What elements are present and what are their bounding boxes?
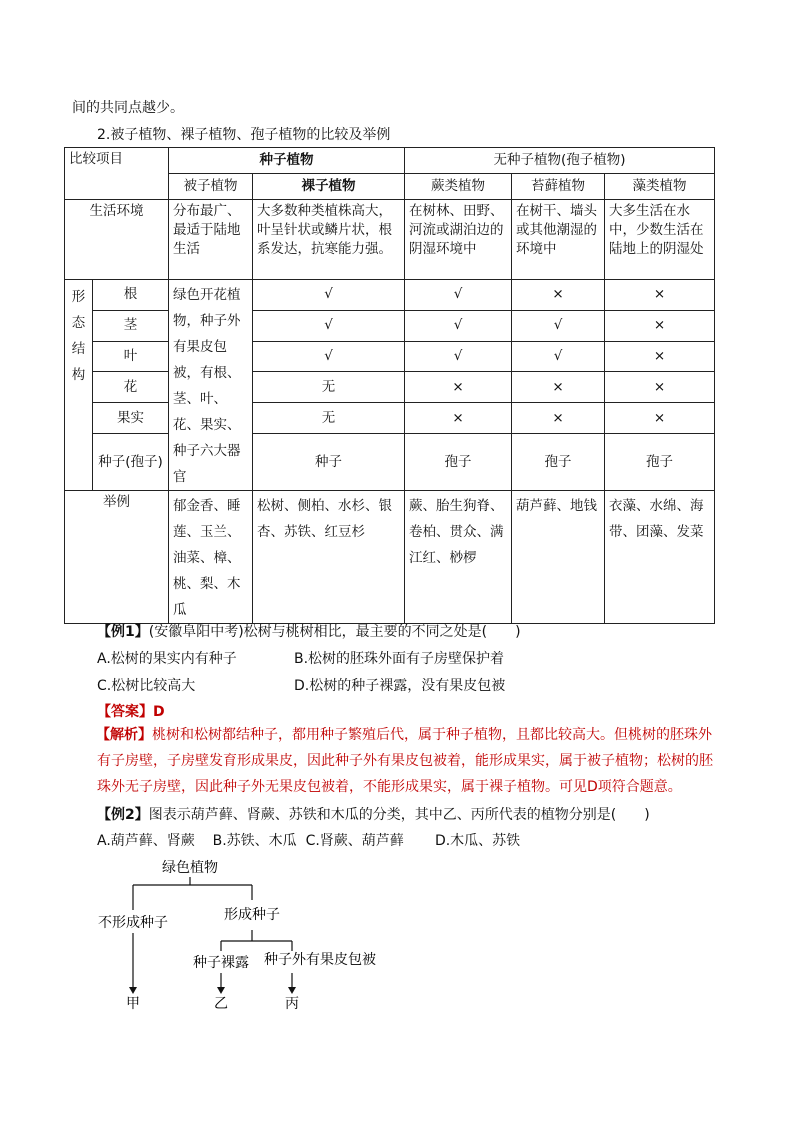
example-moss: 葫芦藓、地钱: [512, 491, 605, 624]
example1-option-a: A.松树的果实内有种子: [97, 651, 237, 667]
example1-option-d: D.松树的种子裸露，没有果皮包被: [294, 678, 506, 694]
analysis-tag: 【解析】: [96, 727, 152, 743]
diagram-connectors: [133, 877, 292, 988]
group-spore-header: 无种子植物(孢子植物): [405, 148, 715, 174]
answer-tag: 【答案】: [97, 704, 153, 720]
organ-label: 叶: [93, 341, 169, 372]
mark-fern: √: [405, 341, 512, 372]
organ-label: 种子(孢子): [93, 434, 169, 491]
example1-option-b: B.松树的胚珠外面有子房壁保护着: [294, 651, 505, 667]
mark-moss: √: [512, 341, 605, 372]
node-seed: 形成种子: [224, 907, 280, 923]
mark-moss: 孢子: [512, 434, 605, 491]
env-label: 生活环境: [65, 200, 169, 280]
example1-option-c: C.松树比较高大: [97, 678, 196, 694]
example1-question-line: [97, 623, 521, 641]
mark-moss: √: [512, 310, 605, 341]
mark-gymnosperm: 无: [253, 403, 405, 434]
morph-label-cell: [65, 280, 93, 491]
leaf-c: 丙: [285, 996, 299, 1012]
mark-gymnosperm: 种子: [253, 434, 405, 491]
mark-gymnosperm: √: [253, 341, 405, 372]
group-seed-header: 种子植物: [169, 148, 405, 174]
example1-answer-line: [97, 703, 165, 721]
node-root: 绿色植物: [162, 860, 218, 876]
example1-analysis: [97, 722, 722, 800]
example2-option-b: B.苏铁、木瓜: [212, 833, 297, 849]
example2-question-line: [97, 806, 650, 824]
mark-fern: √: [405, 280, 512, 311]
mark-algae: 孢子: [605, 434, 715, 491]
corner-label: 比较项目: [69, 151, 123, 167]
env-angiosperm: 分布最广、最适于陆地生活: [169, 200, 253, 280]
example-label: 举例: [65, 491, 169, 624]
morph-label: 形态结构: [71, 289, 86, 383]
example-fern: 蕨、胎生狗脊、卷柏、贯众、满江红、桫椤: [405, 491, 512, 624]
mark-algae: ×: [605, 372, 715, 403]
env-algae: 大多生活在水中，少数生活在陆地上的阴湿处: [605, 200, 715, 280]
mark-algae: ×: [605, 280, 715, 311]
col-header-algae: 藻类植物: [605, 174, 715, 200]
example-algae: 衣藻、水绵、海带、团藻、发菜: [605, 491, 715, 624]
classification-diagram: [95, 855, 395, 1015]
example2-option-d: D.木瓜、苏铁: [434, 833, 521, 849]
env-gymnosperm: 大多数种类植株高大，叶呈针状或鳞片状，根系发达，抗寒能力强。: [253, 200, 405, 280]
example-angiosperm: 郁金香、睡莲、玉兰、油菜、樟、桃、梨、木瓜: [169, 491, 253, 624]
mark-moss: ×: [512, 280, 605, 311]
col-header-gymnosperm: 裸子植物: [253, 174, 405, 200]
mark-moss: ×: [512, 372, 605, 403]
col-header-moss: 苔藓植物: [512, 174, 605, 200]
env-fern: 在树林、田野、河流或湖泊边的阴湿环境中: [405, 200, 512, 280]
example2-option-c: C.肾蕨、葫芦藓: [305, 833, 404, 849]
organ-label: 果实: [93, 403, 169, 434]
leaf-a: 甲: [126, 996, 140, 1012]
mark-gymnosperm: 无: [253, 372, 405, 403]
node-naked-seed: 种子裸露: [193, 955, 249, 971]
node-no-seed: 不形成种子: [98, 915, 168, 931]
organ-label: 花: [93, 372, 169, 403]
example2-tag: 【例2】: [97, 807, 149, 823]
section-title: 2.被子植物、裸子植物、孢子植物的比较及举例: [97, 127, 391, 143]
leaf-b: 乙: [214, 996, 228, 1012]
example-gymnosperm: 松树、侧柏、水杉、银杏、苏铁、红豆杉: [253, 491, 405, 624]
diagram-arrowheads: [129, 987, 296, 994]
example2-option-a: A.葫芦藓、肾蕨: [97, 833, 195, 849]
angio-morph: 绿色开花植物，种子外有果皮包被，有根、茎、叶、花、果实、种子六大器官: [169, 280, 253, 491]
mark-fern: ×: [405, 372, 512, 403]
mark-fern: 孢子: [405, 434, 512, 491]
example1-question: (安徽阜阳中考)松树与桃树相比，最主要的不同之处是( ): [148, 624, 521, 640]
mark-gymnosperm: √: [253, 310, 405, 341]
mark-algae: ×: [605, 310, 715, 341]
example1-tag: 【例1】: [97, 624, 149, 640]
analysis-text: 桃树和松树都结种子，都用种子繁殖后代，属于种子植物，且都比较高大。但桃树的胚珠外有子房壁，子房壁发育形成果皮，因此种子外有果皮包被着，能形成果实，属于被子植物；松树的胚珠外无子房壁，因此种子外无果皮包被着，不能形成果实，属于裸子植物。可见D项符合题意。: [97, 727, 713, 795]
organ-label: 茎: [93, 310, 169, 341]
mark-gymnosperm: √: [253, 280, 405, 311]
node-covered-seed: 种子外有果皮包被: [264, 952, 376, 968]
example2-question: 图表示葫芦藓、肾蕨、苏铁和木瓜的分类，其中乙、丙所代表的植物分别是( ): [148, 807, 650, 823]
col-header-angiosperm: 被子植物: [169, 174, 253, 200]
mark-fern: ×: [405, 403, 512, 434]
mark-moss: ×: [512, 403, 605, 434]
col-header-fern: 蕨类植物: [405, 174, 512, 200]
env-moss: 在树干、墙头或其他潮湿的环境中: [512, 200, 605, 280]
corner-label-cell: [65, 148, 169, 200]
comparison-table: [64, 147, 715, 624]
answer-value: D: [153, 704, 165, 720]
intro-line: 间的共同点越少。: [72, 100, 184, 116]
example2-options: [97, 832, 520, 850]
mark-algae: ×: [605, 341, 715, 372]
organ-label: 根: [93, 280, 169, 311]
mark-fern: √: [405, 310, 512, 341]
mark-algae: ×: [605, 403, 715, 434]
